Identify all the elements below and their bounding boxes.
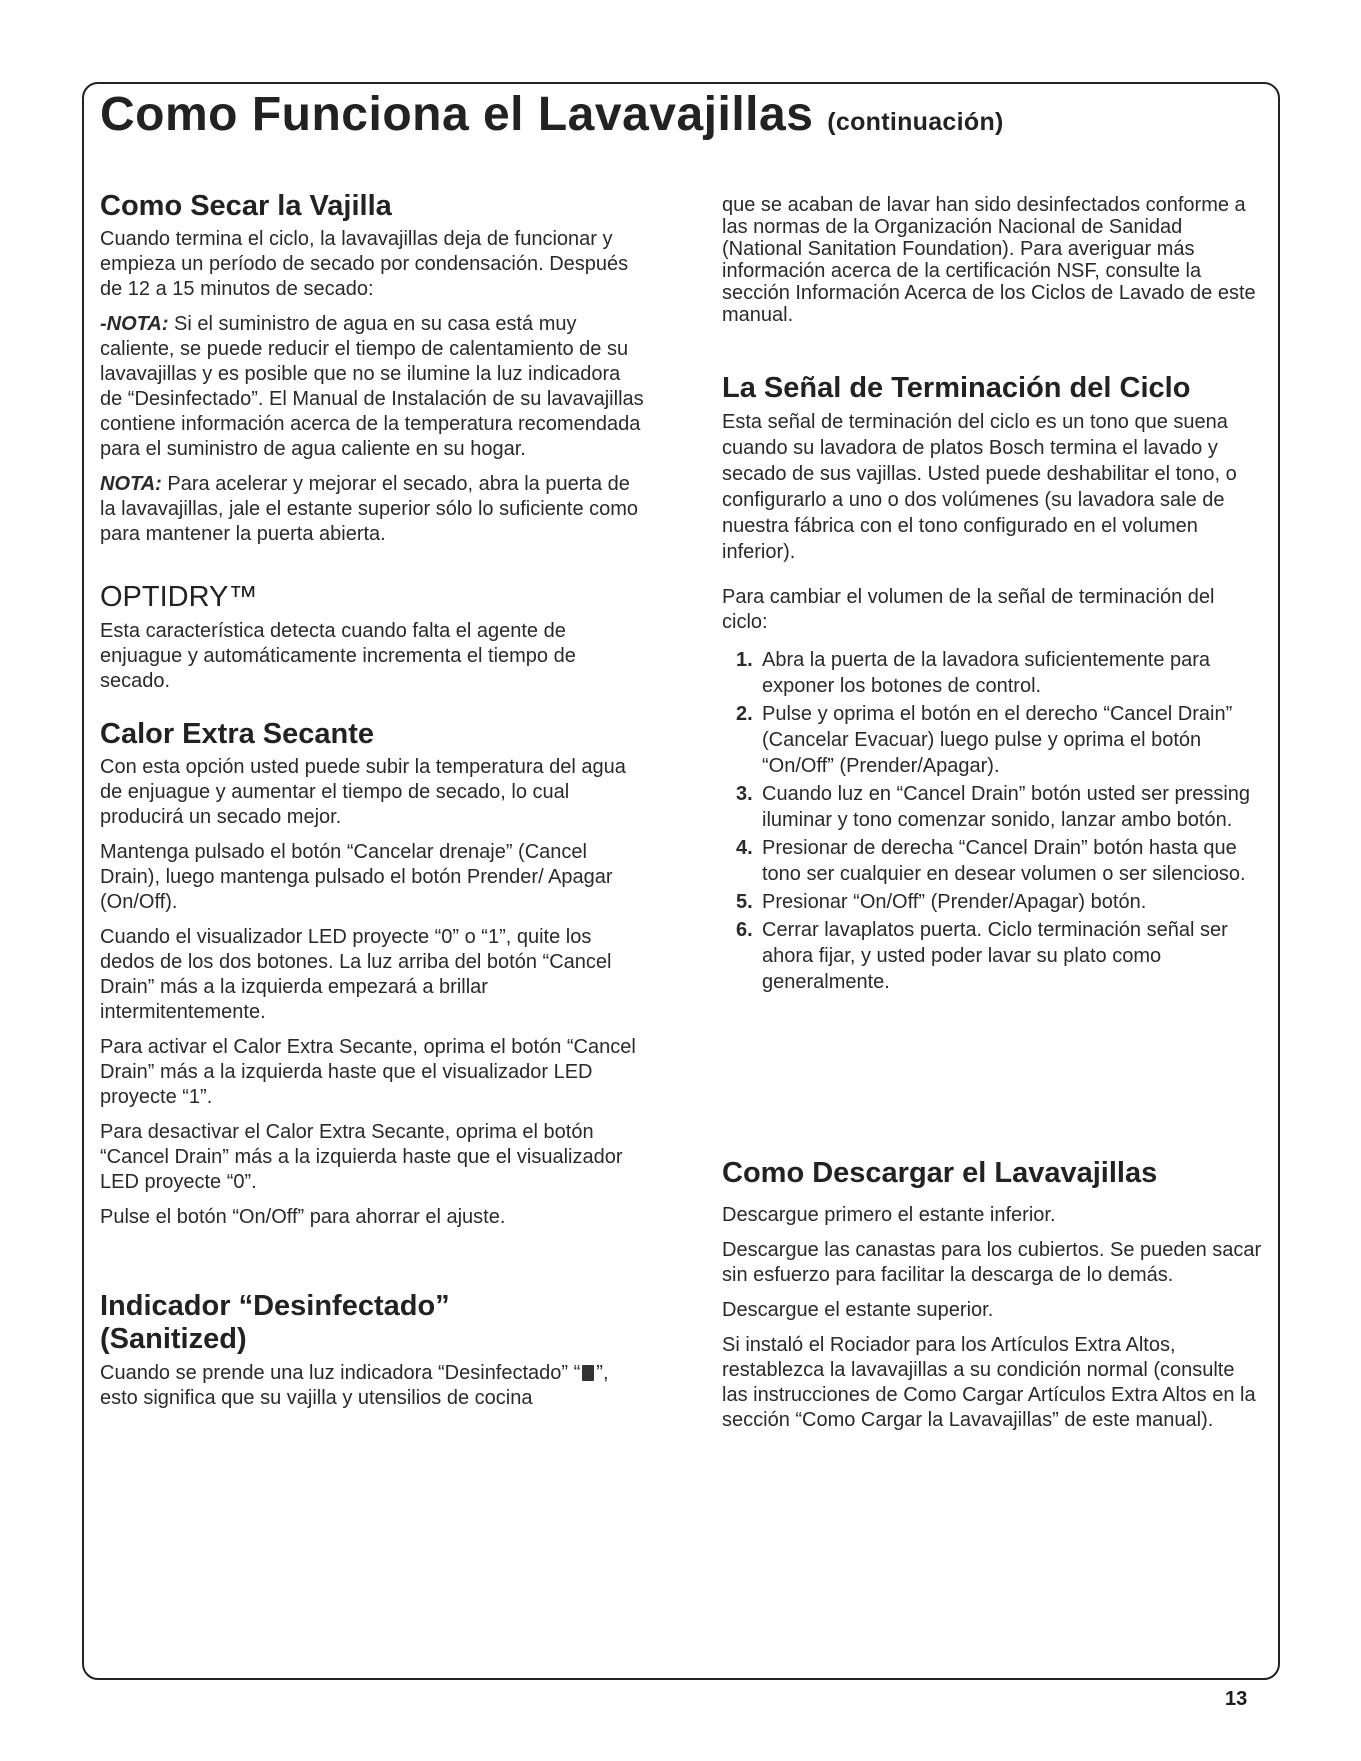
paragraph: Esta característica detecta cuando falta el agente de enjuague y automáticamente incrementa el tiempo de secado. [100,619,576,692]
page-title-main: Como Funciona el Lavavajillas [100,88,814,141]
sanitized-indicator-icon [582,1365,594,1381]
section-heading-senal: La Señal de Terminación del Ciclo [722,372,1191,404]
paragraph: Descargue primero el estante inferior. [722,1203,1056,1226]
paragraph: Si instaló el Rociador para los Artículos Extra Altos, restablezca la lavavajillas a su condición normal (consulte las instrucciones de Como Cargar Artículos Extra Altos en la sección “Como Cargar la Lavavajillas” de este manual). [722,1333,1256,1431]
paragraph: que se acaban de lavar han sido desinfectados conforme a las normas de la Organización Nacional de Sanidad (National Sanitation Foundation). Para averiguar más información acerca de la certificación NSF, consulte la sección Información Acerca de los Ciclos de Lavado de este manual. [722,194,1256,326]
section-secar [100,190,648,547]
text-fragment: Cuando se prende una luz indicadora “Desinfectado” “ [100,1361,581,1384]
section-descargar [722,1157,1262,1432]
steps-list [722,647,1262,995]
list-item [722,835,1262,887]
page-title [100,86,1004,144]
step-text: Abra la puerta de la lavadora suficientemente para exponer los botones de control. [762,649,1211,698]
step-number: 4. [736,837,753,860]
list-item [722,889,1262,915]
paragraph: Esta señal de terminación del ciclo es un tono que suena cuando su lavadora de platos Bosch termina el lavado y secado de sus vajillas. Usted puede deshabilitar el tono, o configurarlo a uno o dos volúmenes (su lavadora sale de nuestra fábrica con el tono configurado en el volumen inferior). [722,411,1237,564]
paragraph: Cuando termina el ciclo, la lavavajillas deja de funcionar y empieza un período de secado por condensación. Después de 12 a 15 minutos de secado: [100,228,629,301]
note-label: -NOTA: [100,313,169,336]
paragraph: Descargue el estante superior. [722,1298,994,1321]
section-senal [722,372,1262,995]
step-text: Presionar de derecha “Cancel Drain” botón hasta que tono ser cualquier en desear volumen o ser silencioso. [762,837,1246,886]
section-heading-calor: Calor Extra Secante [100,717,375,750]
step-number: 2. [736,703,753,726]
note-text: Si el suministro de agua en su casa está muy caliente, se puede reducir el tiempo de calentamiento de su lavavajillas y es posible que no se ilumine la luz indicadora de “Desinfectado”. El Manual de Instalación de su lavavajillas contiene información acerca de la temperatura recomendada para el suministro de agua caliente en su hogar. [100,313,644,461]
section-heading-optidry: OPTIDRY™ [100,581,258,614]
paragraph: Para activar el Calor Extra Secante, oprima el botón “Cancel Drain” más a la izquierda haste que el visualizador LED proyecte “1”. [100,1036,636,1109]
text-fragment: ”, esto significa que su vajilla y utensilios de cocina [100,1361,609,1409]
list-item [722,647,1262,699]
paragraph: Cuando el visualizador LED proyecte “0” o “1”, quite los dedos de los dos botones. La luz arriba del botón “Cancel Drain” más a la izquierda empezará a brillar intermitentemente. [100,926,612,1024]
paragraph: Mantenga pulsado el botón “Cancelar drenaje” (Cancel Drain), luego mantenga pulsado el botón Prender/ Apagar (On/Off). [100,841,613,914]
list-item [722,917,1262,995]
section-heading-indicador [100,1290,648,1357]
step-text: Presionar “On/Off” (Prender/Apagar) botón. [762,891,1147,914]
step-number: 5. [736,891,753,914]
section-optidry [100,581,648,693]
step-text: Cuando luz en “Cancel Drain” botón usted ser pressing iluminar y tono comenzar sonido, lanzar ambo botón. [762,783,1251,832]
section-calor [100,718,648,1230]
paragraph: Para cambiar el volumen de la señal de terminación del ciclo: [722,586,1215,634]
paragraph: Para desactivar el Calor Extra Secante, oprima el botón “Cancel Drain” más a la izquierda haste que el visualizador LED proyecte “0”. [100,1121,623,1194]
left-column [100,190,648,1421]
note-paragraph [100,472,648,547]
section-indicador [100,1290,648,1411]
step-number: 6. [736,919,753,942]
heading-line: (Sanitized) [100,1323,247,1356]
right-column [722,194,1262,1443]
paragraph [100,1361,648,1411]
list-item [722,701,1262,779]
paragraph: Con esta opción usted puede subir la temperatura del agua de enjuague y aumentar el tiempo de secado, lo cual producirá un secado mejor. [100,756,626,829]
list-item [722,781,1262,833]
note-text: Para acelerar y mejorar el secado, abra la puerta de la lavavajillas, jale el estante superior sólo lo suficiente como para mantener la puerta abierta. [100,473,639,546]
note-label: NOTA: [100,473,162,496]
paragraph: Pulse el botón “On/Off” para ahorrar el ajuste. [100,1206,506,1229]
step-text: Cerrar lavaplatos puerta. Ciclo terminación señal ser ahora fijar, y usted poder lavar su plato como generalmente. [762,919,1228,994]
section-heading-descargar: Como Descargar el Lavavajillas [722,1157,1158,1190]
section-heading-secar: Como Secar la Vajilla [100,190,392,222]
paragraph: Descargue las canastas para los cubiertos. Se pueden sacar sin esfuerzo para facilitar la descarga de lo demás. [722,1238,1262,1286]
note-paragraph [100,312,648,462]
step-number: 3. [736,783,753,806]
page-title-suffix: (continuación) [827,108,1004,136]
heading-line: Indicador “Desinfectado” [100,1290,450,1323]
step-text: Pulse y oprima el botón en el derecho “Cancel Drain” (Cancelar Evacuar) luego pulse y oprima el botón “On/Off” (Prender/Apagar). [762,703,1233,778]
step-number: 1. [736,649,753,672]
page-number: 13 [1225,1688,1248,1710]
